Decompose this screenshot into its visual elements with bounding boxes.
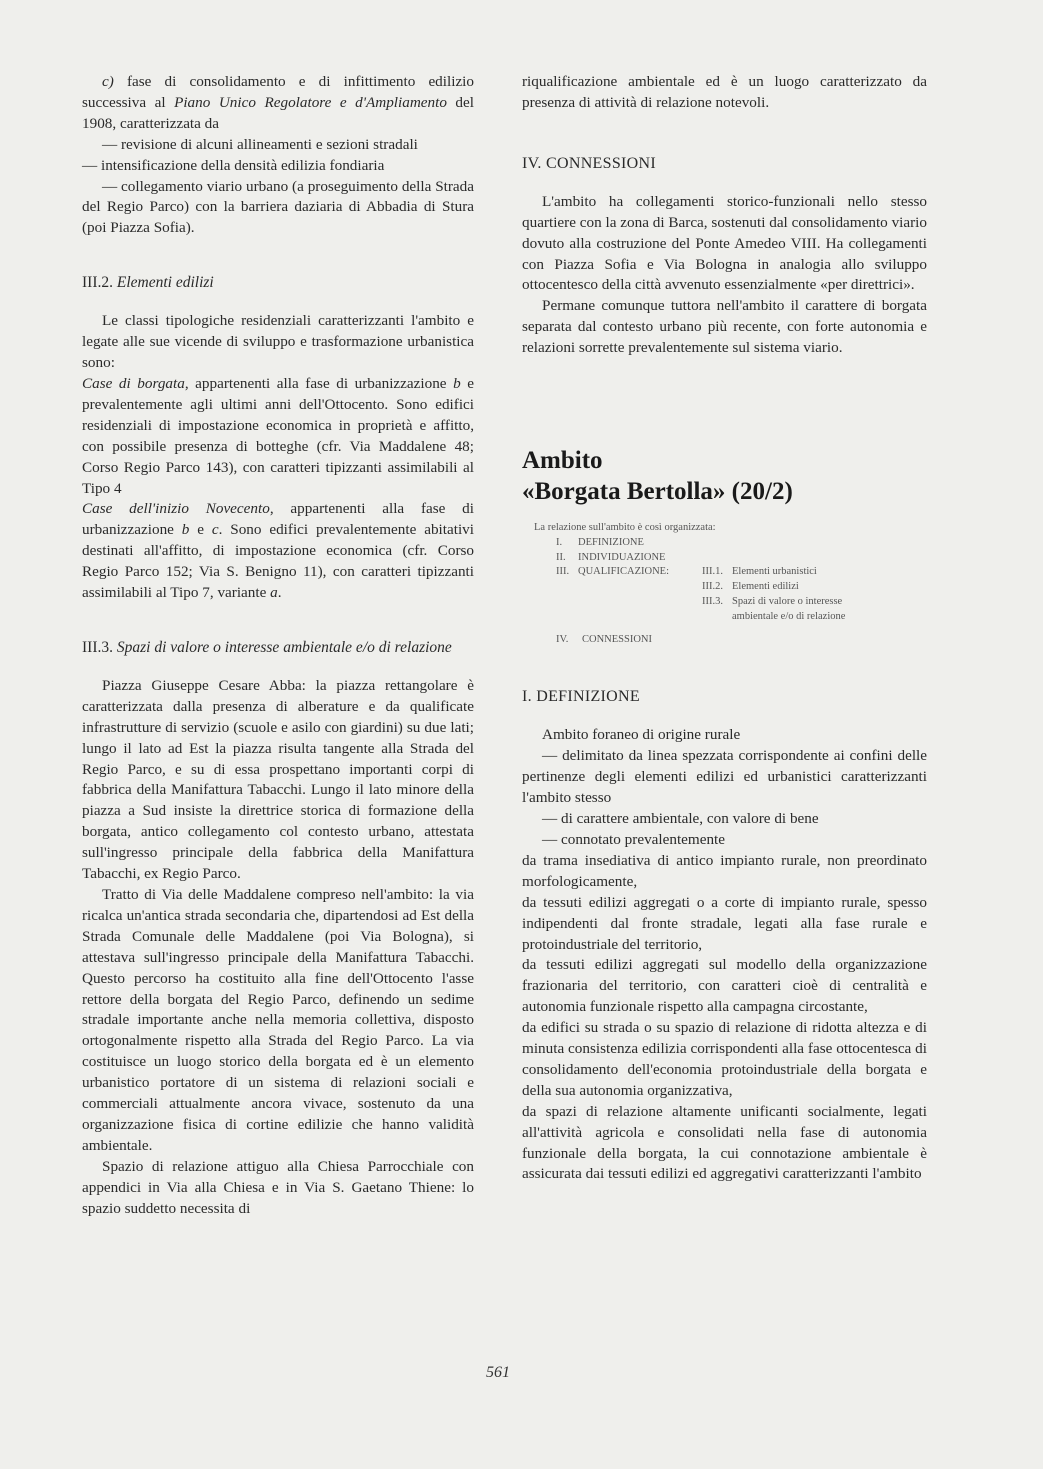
section-title: Spazi di valore o interesse ambientale e/o di relazione [116, 638, 452, 656]
text-span: a [270, 584, 278, 602]
text-span: . Sono edifici prevalentemente abitativi destinati all'affitto, di impostazione economica (cfr. Corso Regio Parco 152; Via S. Benigno 11), con caratteri tipizzanti assimilabili al Tipo 7, variante [82, 521, 474, 602]
page-number: 561 [486, 1364, 510, 1381]
definition-line: — di carattere ambientale, con valore di bene [542, 810, 819, 828]
toc-sub-label: Elementi edilizi [732, 581, 799, 593]
toc-label: QUALIFICAZIONE: [578, 566, 669, 578]
section-heading-iii3 [82, 638, 474, 658]
dash-item: — revisione di alcuni allineamenti e sezioni stradali [102, 135, 418, 153]
toc-row [534, 565, 927, 580]
text-span: e [189, 521, 212, 539]
text-span: b [181, 521, 190, 539]
table-of-contents [534, 521, 927, 647]
toc-row [534, 551, 927, 566]
right-column [522, 72, 927, 1185]
toc-sub-number: III.2. [702, 581, 723, 593]
case-borgata-label: Case di borgata [82, 374, 185, 392]
dash-item: — intensificazione della densità edilizia fondiaria [82, 156, 385, 174]
definition-block: da tessuti edilizi aggregati o a corte di impianto rurale, spesso indipendenti dal fronte stradale, legati alla fase rurale e protoindustriale del territorio, [522, 893, 927, 953]
toc-sub-number: III.1. [702, 566, 723, 578]
ambito-title [522, 445, 927, 507]
intro-c-text: fase di consolidamento e di infittimento edilizio successiva al [82, 73, 474, 111]
toc-label: CONNESSIONI [582, 633, 653, 645]
dash-item: — collegamento viario urbano (a proseguimento della Strada del Regio Parco) con la barriera daziaria di Abbadia di Stura (poi Piazza Sofia). [82, 177, 474, 237]
toc-number: I. [556, 536, 563, 548]
paragraph: riqualificazione ambientale ed è un luogo caratterizzato da presenza di attività di relazione notevoli. [522, 73, 927, 111]
definition-block: da spazi di relazione altamente unificanti socialmente, legati all'attività agricola e consolidati nella fase di autonomia funzionale della borgata, la cui connotazione ambientale è assicurata dai tessuti edilizi ed aggregativi caratterizzanti l'ambito [522, 1102, 927, 1183]
case-novecento-paragraph [82, 499, 474, 604]
toc-row [702, 580, 927, 595]
toc-sub-label: Elementi urbanistici [732, 566, 817, 578]
case-borgata-paragraph [82, 374, 474, 499]
paragraph: Spazio di relazione attiguo alla Chiesa Parrocchiale con appendici in Via alla Chiesa e in Via S. Gaetano Thiene: lo spazio suddetto necessita di [82, 1157, 474, 1217]
toc-label: INDIVIDUAZIONE [578, 551, 666, 563]
left-column [82, 72, 474, 1220]
section-number: III.3. [82, 638, 113, 656]
toc-row [702, 595, 927, 625]
definition-line: — connotato prevalentemente [542, 830, 726, 848]
section-title: Elementi edilizi [116, 274, 214, 292]
text-span: c [211, 521, 219, 539]
section-number: III.2. [82, 274, 113, 292]
text-span: e prevalentemente agli ultimi anni dell'Ottocento. Sono edifici residenziali di impostazione economica in proprietà e affitto, con possibile presenza di botteghe (cfr. Via Maddalene 48; Corso Regio Parco 143), con caratteri tipizzanti assimilabili al Tipo 4 [82, 374, 474, 497]
toc-intro: La relazione sull'ambito è così organizzata: [534, 522, 716, 534]
text-span: , appartenenti alla fase di urbanizzazione [184, 374, 454, 392]
toc-row [534, 536, 927, 551]
text-span: , appartenenti alla fase di urbanizzazione [82, 500, 474, 539]
definition-block: da trama insediativa di antico impianto rurale, non preordinato morfologicamente, [522, 851, 927, 890]
toc-number: IV. [556, 633, 569, 645]
toc-row [534, 633, 927, 648]
piano-title: Piano Unico Regolatore e d'Ampliamento [174, 93, 447, 111]
intro-c-letter: c) [102, 73, 114, 90]
paragraph: Piazza Giuseppe Cesare Abba: la piazza rettangolare è caratterizzata dalla presenza di alberature e da qualificate infrastrutture di servizio (scuole e asilo con giardini) su due lati; lungo il lato ad Est la piazza risulta tangente alla Strada del Regio Parco, e su di essa prospettano importanti corpi di fabbrica della Manifattura Tabacchi. Lungo il lato minore della piazza a Sud insiste la direttrice storica di formazione della borgata, antico collegamento col contesto urbano, attestata sull'ingresso principale della fabbrica della Manifattura Tabacchi, ex Regio Parco. [82, 676, 474, 883]
paragraph: Permane comunque tuttora nell'ambito il carattere di borgata separata dal contesto urbano più recente, con forte autonomia e relazioni sorrette prevalentemente sul sistema viario. [522, 297, 927, 357]
section-heading-iii2 [82, 273, 474, 293]
intro-c-paragraph [82, 72, 474, 135]
section-heading-i: I. DEFINIZIONE [522, 688, 640, 706]
definition-block: da edifici su strada o su spazio di relazione di ridotta altezza e di minuta consistenza edilizia corrispondenti alla fase ottocentesca di consolidamento dell'economia protoindustriale della borgata e della sua autonomia organizzativa, [522, 1019, 927, 1099]
toc-sub-label: Spazi di valore o interesse ambientale e/o di relazione [732, 596, 846, 622]
intro-c-text-end: del 1908, caratterizzata da [82, 93, 474, 132]
definition-line: — delimitato da linea spezzata corrispondente ai confini delle pertinenze degli elementi edilizi ed urbanistici caratterizzanti l'ambito stesso [522, 747, 927, 807]
toc-label: DEFINIZIONE [578, 536, 644, 548]
case-novecento-label: Case dell'inizio Novecento [82, 500, 270, 518]
text-span: b [453, 374, 461, 392]
paragraph: Tratto di Via delle Maddalene compreso nell'ambito: la via ricalca un'antica strada secondaria che, dipartendosi ad Est della Strada Comunale delle Maddalene (poi Via Bologna), si attestava sull'ingresso principale della Manifattura Tabacchi. Questo percorso ha costituito alla fine dell'Ottocento l'asse rettore della borgata del Regio Parco, definendo un sedime stradale importante anche nella memoria collettiva, disposto ortogonalmente rispetto alla Strada del Regio Parco. La via costituisce un luogo storico della borgata ed è un elemento urbanistico portatore di un sistema di relazioni sociali e commerciali attualmente ancora vivace, sostenuto da una organizzazione fisica di cortine edilizie che hanno validità ambientale. [82, 886, 474, 1154]
ambito-title-line: Ambito [522, 447, 603, 475]
toc-number: II. [556, 551, 566, 563]
definition-line: Ambito foraneo di origine rurale [542, 726, 741, 744]
paragraph: Le classi tipologiche residenziali caratterizzanti l'ambito e legate alle sue vicende di sviluppo e trasformazione urbanistica sono: [82, 312, 474, 372]
ambito-title-line: «Borgata Bertolla» (20/2) [522, 478, 793, 506]
definition-block: da tessuti edilizi aggregati sul modello della organizzazione frazionaria del territorio, con caratteri cioè di centralità e autonomia funzionale rispetto alla campagna circostante, [522, 956, 927, 1016]
toc-sub-number: III.3. [702, 596, 723, 608]
paragraph: L'ambito ha collegamenti storico-funzionali nello stesso quartiere con la zona di Barca, sostenuti dal consolidamento viario dovuto alla costruzione del Ponte Amedeo VIII. Ha collegamenti con Piazza Sofia e Via Bologna in analogia allo sviluppo ottocentesco della città avvenuto essenzialmente «per direttrici». [522, 192, 927, 294]
toc-number: III. [556, 566, 570, 578]
section-heading-iv: IV. CONNESSIONI [522, 154, 656, 172]
text-span: . [277, 584, 282, 602]
